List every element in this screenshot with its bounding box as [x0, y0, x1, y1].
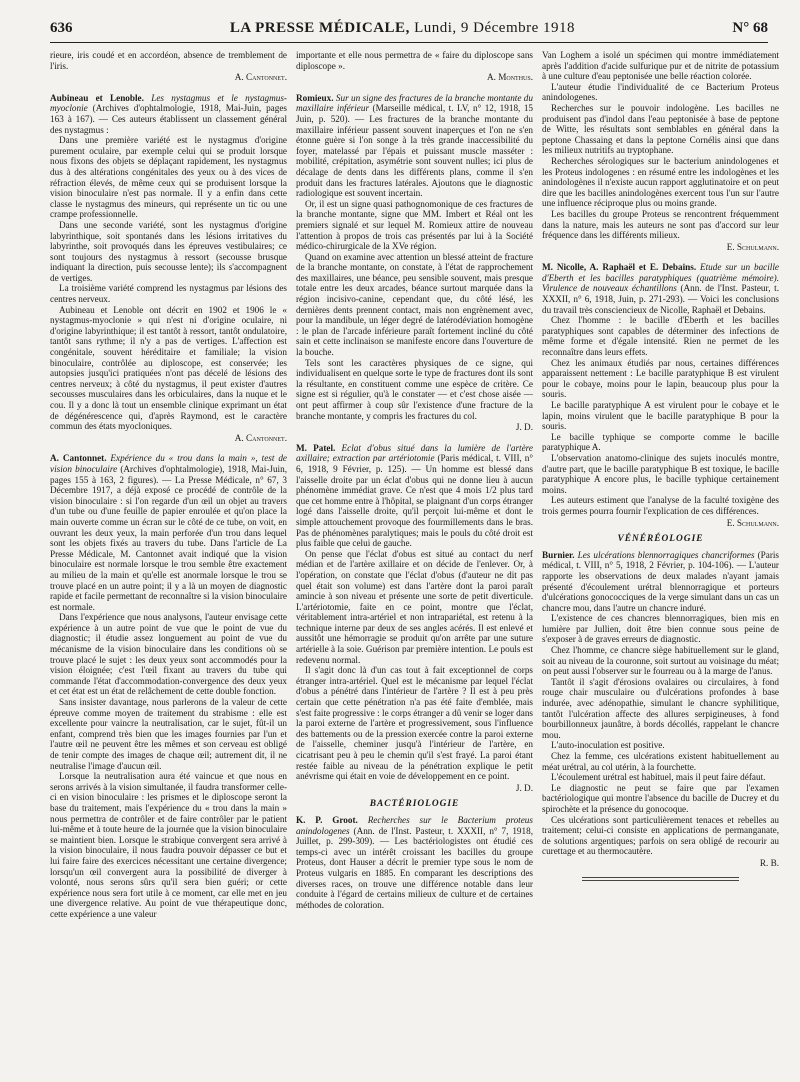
- paragraph: importante et elle nous permettra de « faire du diploscope sans diploscope ».: [296, 50, 533, 71]
- article-authors: Burnier.: [542, 549, 575, 560]
- article-authors: Aubineau et Lenoble.: [50, 92, 144, 103]
- article-heading: [542, 550, 779, 614]
- paragraph: Chez la femme, ces ulcérations existent habituellement au méat urétral, au col utérin, à la fourchette.: [542, 751, 779, 772]
- author-signature: E. Schulmann.: [726, 241, 779, 252]
- paragraph: Dans une première variété est le nystagmus d'origine purement oculaire, par exemple celui qui se produit lorsque nous fixons des objets se déplaçant rapidement, les nystagmus dus à des altérations congénitales des yeux ou à des vices de réfraction élevés, de même ceux qui se produisent lorsque la vision binoculaire n'est pas normale. Il y a enfin dans cette classe le nystagmus des mineurs, qui représente un tic ou une crampe professionnelle.: [50, 135, 287, 220]
- paragraph: Chez l'homme : le bacille d'Eberth et les bacilles paratyphiques sont capables de déterminer des infections de même forme et d'égale intensité. Rien ne permet de les reconnaître dans leurs effets.: [542, 315, 779, 358]
- page-number: 636: [50, 20, 73, 36]
- paragraph: Les bacilles du groupe Proteus se rencontrent fréquemment dans la nature, mais les auteurs ne sont pas d'accord sur leur fréquence dans les différents milieux.: [542, 208, 779, 241]
- column-3: [542, 50, 779, 1075]
- paragraph: L'existence de ces chancres blennorragiques, bien mis en lumière par Jullien, doit être bien connue sous peine de s'exposer à de graves erreurs de diagnostic.: [542, 613, 779, 645]
- page-header: [50, 20, 768, 43]
- article-authors: K. P. Groot.: [296, 814, 358, 825]
- author-signature: A. Monthus.: [486, 72, 533, 83]
- author-signature: A. Cantonnet.: [234, 72, 287, 83]
- paragraph: Tels sont les caractères physiques de ce signe, qui individualisent en quelque sorte le type de fractures dont ils sont la résultante, en constituent comme une espèce de critère. Ce signe est si régulier, qu'à le constater — et c'est chose aisée — ont peut affirmer à coup sûr l'existence d'une fracture de la branche montante, y compris les fractures du col.: [296, 357, 533, 421]
- end-rule: [582, 877, 739, 878]
- paragraph: L'écoulement urétral est habituel, mais il peut faire défaut.: [551, 772, 766, 783]
- article-title: Expérience du « trou dans la main », test de vision binoculaire: [50, 453, 287, 474]
- paragraph: Le diagnostic ne peut se faire que par l'examen bactériologique qui montre l'absence du bacille de Ducrey et du spirochète et la présence du gonocoque.: [542, 782, 779, 814]
- article-title: Eclat d'obus situé dans la lumière de l'artère axillaire; extraction par artériotomie: [296, 442, 533, 464]
- journal-title: LA PRESSE MÉDICALE,: [229, 20, 410, 36]
- masthead: [230, 20, 575, 37]
- paragraph: Dans l'expérience que nous analysons, l'auteur envisage cette expérience à un autre point de vue que le point de vue du diagnostic; il étudie assez longuement au point de vue du mécanisme de la vision binoculaire dans les conditions où se trouve placé le sujet : les deux yeux sont accommodés pour la vision éloignée; c'est l'œil fixant au travers du tube qui commande l'état d'accommodation-convergence des deux yeux et cet état est un état de relâchement de cette double fonction.: [50, 612, 287, 697]
- article-title: Sur un signe des fractures de la branche montante du maxillaire inférieur: [296, 92, 533, 114]
- article-reference: (Ann. de l'Inst. Pasteur, t. XXXII, n° 7, 1918, Juillet, p. 299-309). — Les bactériologistes ont étudié ces temps-ci avec un intérêt croissant les bacilles du groupe Proteus, dont Hauser a décrit le premier type sous le nom de Proteus vulgaris en 1885. En comparant les descriptions des diverses races, on trouve une différence notable dans leur conduite à l'égard de certains milieux de culture et de certaines méthodes de coloration.: [296, 825, 533, 910]
- article-heading: [542, 262, 779, 315]
- paragraph: Van Loghem a isolé un spécimen qui montre immédiatement après l'addition d'acide sulfurique pur et de nitrite de potassium à une culture d'eau peptonisée une belle réaction colorée.: [542, 50, 779, 82]
- article-heading: [50, 93, 287, 135]
- article-heading: [296, 443, 533, 549]
- paragraph: Dans une seconde variété, sont les nystagmus d'origine labyrinthique, soit spontanés dans les lésions irritatives du labyrinthe, soit provoqués dans les épreuves vestibulaires; ce sont toujours des nystagmus à ressort (secousse brusque indiquant la direction, puis secousse lente); ils s'accompagnent de vertiges.: [50, 219, 287, 283]
- paragraph: Les auteurs estiment que l'analyse de la faculté toxigène des trois germes pourra fournir l'explication de ces différences.: [542, 495, 779, 516]
- paragraph: Quand on examine avec attention un blessé atteint de fracture de la branche montante, on constate, à l'état de rapprochement des maxillaires, une béance, peu sensible souvent, mais presque totale entre les deux arcades, béance surtout marquée dans la région incisivo-canine, cependant que, du côté lésé, les dernières dents prennent contact, mais non engrènement avec, pour la mandibule, un léger degré de latérodéviation homogène : le plan de l'arcade inférieure paraît fortement incliné du côté sain et cette inclinaison se manifeste encore dans l'ouverture de la bouche.: [296, 251, 533, 358]
- issue-number: N° 68: [732, 20, 768, 36]
- paragraph: Tantôt il s'agit d'érosions ovalaires ou circulaires, à fond rouge chair musculaire ou d'ulcérations profondes à base indurée, avec adénopathie, simulant le chancre syphilitique, tantôt l'ulcération affecte des allures serpigineuses, à fond bourbillonneux jaunâtre, à bords décollés, rappelant le chancre mou.: [542, 676, 779, 740]
- paragraph: Le bacille typhique se comporte comme le bacille paratyphique A.: [542, 431, 779, 453]
- paragraph: On pense que l'éclat d'obus est situé au contact du nerf médian et de l'artère axillaire et on décide de l'enlever. Or, à l'opération, on constate que l'éclat d'obus (d'auteur ne dit pas quel était son volume) est dans l'artère dont la paroi paraît amincie à son niveau et présente une sorte de petit diverticule. L'artériotomie, faite en ce point, montre que l'éclat, véritablement intra-artériel et non intrapariétal, est retenu à la technique interne par deux de ses angles acérés. Il est enlevé et aussitôt une hémorragie se produit qu'on arrête par une suture artérielle à la soie. Guérison par première intention. Le pouls est redevenu normal.: [296, 548, 533, 665]
- section-heading: BACTÉRIOLOGIE: [369, 799, 460, 810]
- article-title: Recherches sur le Bacterium proteus anindologenes: [296, 814, 533, 836]
- paragraph: Lorsque la neutralisation aura été vaincue et que nous en serons arrivés à la vision simultanée, il faudra transformer celle-ci en vision binoculaire : les prismes et le diploscope seront la base du traitement, mais l'expérience du « trou dans la main » nous permettra de contrôler et de faire contrôler par le patient lui-même et à toute heure de la journée que la vision binoculaire se maintient bien. Lorsque le strabique convergent sera arrivé à la vision binoculaire, il nous faudra pouvoir dépasser ce but et lui faire faire des exercices nécessitant une certaine divergence; lorsqu'un œil convergent aura la possibilité de diverger à volonté, nous serons sûrs qu'il sera bien guéri; or cette expérience nous sera fort utile à ce moment, car elle met en jeu une divergence relative. Au point de vue thérapeutique donc, cette expérience a une valeur: [50, 771, 287, 919]
- paragraph: Le bacille paratyphique A est virulent pour le cobaye et le lapin, moins virulent que le bacille paratyphique B pour la souris.: [542, 400, 779, 432]
- article-heading: [296, 93, 533, 199]
- article-reference: (Archives d'ophtalmologie), 1918, Mai-Juin, pages 155 à 163, 2 figures). — La Presse Médicale, n° 67, 3 Décembre 1917, a déjà exposé ce procédé de contrôle de la vision binoculaire : si l'on regarde d'un œil un objet au travers d'un tube ou d'une feuille de papier enroulée et qu'on place la main ouverte comme un écran sur le côté de ce tube, on voit, en ouvrant les deux yeux, la main perforée d'un trou dans lequel sont les objets fixés au travers du tube. Dans l'article de La Presse Médicale, M. Cantonnet avait indiqué que la vision binoculaire est normale lorsque le trou semble être exactement au milieu de la main et qu'elle est anormale lorsque le trou se trouve placé en un autre point; il y a là un moyen de diagnostic rapide et facile permettant de reconnaître si la vision binoculaire est normale.: [50, 463, 287, 612]
- article-authors: Romieux.: [296, 92, 334, 103]
- paragraph: Or, il est un signe quasi pathognomonique de ces fractures de la branche montante, signe que MM. Imbert et Réal ont les premiers signalé et sur lequel M. Romieux attire de nouveau l'attention à propos de trois cas présentés par lui à la Société médico-chirurgicale de la XVe région.: [296, 198, 533, 252]
- paragraph: L'auto-inoculation est positive.: [551, 740, 665, 751]
- paragraph: rieure, iris coudé et en accordéon, absence de tremblement de l'iris.: [50, 50, 287, 71]
- article-reference: (Marseille médical, t. LV, n° 12, 1918, 15 Juin, p. 520). — Les fractures de la branche montante du maxillaire inférieur passent souvent inaperçues et l'on ne s'en étonne guère si l'on songe à la très grande inaccessibilité du foyer, matelassé par l'épais et puissant muscle masséter : mobilité, crépitation, asymétrie sont souvent nulles; ici plus de décalage de dents dans les différents plans, comme il s'en produit dans les fractures latérales. Ajoutons que le diagnostic radiologique est souvent incertain.: [296, 103, 533, 199]
- author-signature: J. D.: [515, 782, 533, 793]
- paragraph: Aubineau et Lenoble ont décrit en 1902 et 1906 le « nystagmus-myoclonie » qui n'est ni d'origine oculaire, ni d'origine labyrinthique; il est tantôt à ressort, tantôt ondulatoire, tantôt sans rythme; il n'y a pas de vertiges. L'affection est congénitale, souvent héréditaire et familiale; la vision binoculaire, contrôlée au diploscope, est conservée; les autopsies jusqu'ici pratiquées n'ont pas décelé de lésions des centres nerveux; à côté du nystagmus, il peut exister d'autres secousses musculaires dans les orbiculaires, dans la nuque et le cou. Il y a donc là tout un ensemble clinique exprimant un état de dégénérescence qui, d'après Raymond, est le caractère commun des états myocloniques.: [50, 304, 287, 432]
- paragraph: Ces ulcérations sont particulièrement tenaces et rebelles au traitement; celui-ci consiste en applications de permanganate, de solutions argentiques; parfois on sera obligé de recourir au curettage et au thermocautère.: [542, 814, 779, 857]
- article-title: Les ulcérations blennorragiques chancriformes: [577, 549, 755, 560]
- column-1: [50, 50, 287, 1075]
- paragraph: L'auteur étudie l'individualité de ce Bacterium Proteus anindologenes.: [542, 81, 779, 103]
- author-signature: J. D.: [515, 422, 533, 433]
- end-rule: [582, 880, 739, 881]
- paragraph: La troisième variété comprend les nystagmus par lésions des centres nerveux.: [50, 283, 287, 305]
- paragraph: Recherches sur le pouvoir indologène. Les bacilles ne produisent pas d'indol dans l'eau peptonisée à base de peptone de Witte, les résultats sont semblables en général dans la peptone Chassaing et dans la peptone Cornélis ainsi que dans les milieux nutritifs au tryptophane.: [542, 102, 779, 156]
- article-heading: [296, 815, 533, 910]
- author-signature: R. B.: [759, 857, 779, 868]
- paragraph: Chez l'homme, ce chancre siège habituellement sur le gland, soit au niveau de la couronne, soit surtout au voisinage du méat; on peut aussi l'observer sur le fourreau ou à la marge de l'anus.: [542, 645, 779, 677]
- section-heading: VÉNÉRÉOLOGIE: [617, 534, 704, 545]
- author-signature: A. Cantonnet.: [234, 432, 287, 443]
- article-authors: M. Patel.: [296, 442, 336, 453]
- author-signature: E. Schulmann.: [726, 517, 779, 528]
- paragraph: Sans insister davantage, nous parlerons de la valeur de cette épreuve comme moyen de traitement du strabisme : elle est excellente pour vaincre la neutralisation, car le sujet, fût-il un enfant, comprend très bien que les images fournies par l'un et l'autre œil ne peuvent être les mêmes et son cerveau est obligé de tenir compte des images de chaque œil; autrement dit, il ne neutralise l'image d'aucun œil.: [50, 697, 287, 771]
- article-reference: (Paris médical, t. VIII, n° 5, 1918, 2 Février, p. 104-106). — L'auteur rapporte les observations de deux malades n'ayant jamais présenté d'écoulement urétral blennorragique et porteurs d'ulcérations gonococciques de la verge simulant dans un cas un chancre mou, dans l'autre un chancre induré.: [542, 549, 779, 613]
- article-heading: [50, 453, 287, 612]
- article-authors: A. Cantonnet.: [50, 453, 107, 464]
- article-reference: (Ann. de l'Inst. Pasteur, t. XXXII, n° 6, 1918, Juin, p. 271-293). — Voici les conclusions du travail très consciencieux de Nicolle, Raphaël et Debains.: [542, 283, 779, 315]
- paragraph: Chez les animaux étudiés par nous, certaines différences apparaissent nettement : Le bacille paratyphique B est virulent pour le cobaye, moins pour le lapin, beaucoup plus pour la souris.: [542, 357, 779, 400]
- article-title: Etude sur un bacille d'Eberth et les bacilles paratyphiques (quatrième mémoire). Virulence de nouveaux échantillons: [542, 262, 779, 294]
- paragraph: L'observation anatomo-clinique des sujets inoculés montre, d'autre part, que le bacille paratyphique B est toxique, le bacille paratyphique A encore plus, le bacille typhique certainement moins.: [542, 452, 779, 495]
- article-authors: M. Nicolle, A. Raphaël et E. Debains.: [542, 262, 697, 273]
- issue-date: Lundi, 9 Décembre 1918: [414, 20, 576, 36]
- article-title: Les nystagmus et le nystagmus-myoclonie: [50, 92, 287, 114]
- paragraph: Recherches sérologiques sur le bacterium anindologenes et les Proteus indologenes : en résumé entre les indologènes et les anindologènes il n'existe aucun rapport agglutinatoire et on peut dire que les bacilles anindologènes exercent tous l'un sur l'autre une influence réciproque plus ou moins grande.: [542, 155, 779, 209]
- paragraph: Il s'agit donc là d'un cas tout à fait exceptionnel de corps étranger intra-artériel. Quel est le mécanisme par lequel l'éclat d'obus a pénétré dans l'intérieur de l'artère ? Il est à peu près certain que cette pénétration n'a pas été faite d'emblée, mais s'est faite progressive : le corps étranger a dû venir se loger dans la paroi externe de l'artère et progressivement, sous l'influence des battements ou de la pression exercée contre la paroi externe de l'aisselle, cheminer jusqu'à l'intérieur de l'artère, en cicatrisant peu à peu le chemin qu'il s'est frayé. La paroi étant restée faible au niveau de la pénétration explique le petit anévrisme qui était en voie de développement en ce point.: [296, 665, 533, 782]
- article-reference: (Archives d'ophtalmologie, 1918, Mai-Juin, pages 163 à 167). — Ces auteurs établissent un classement général des nystagmus :: [50, 103, 287, 135]
- column-2: [296, 50, 533, 1075]
- article-reference: (Paris médical, t. VIII, n° 6, 1918, 9 Février, p. 125). — Un homme est blessé dans l'aisselle droite par un éclat d'obus qui ne donne lieu à aucun phénomène immédiat grave. Ce n'est que 4 mois 1/2 plus tard que cet homme entre à l'hôpital, se plaignant d'un corps étranger logé dans l'aisselle droite, qu'il perçoit lui-même et dont le simple attouchement provoque des fourmillements dans le bras. Pas de phénomènes paralytiques; mais le pouls du côté droit est plus faible que celui de gauche.: [296, 453, 533, 549]
